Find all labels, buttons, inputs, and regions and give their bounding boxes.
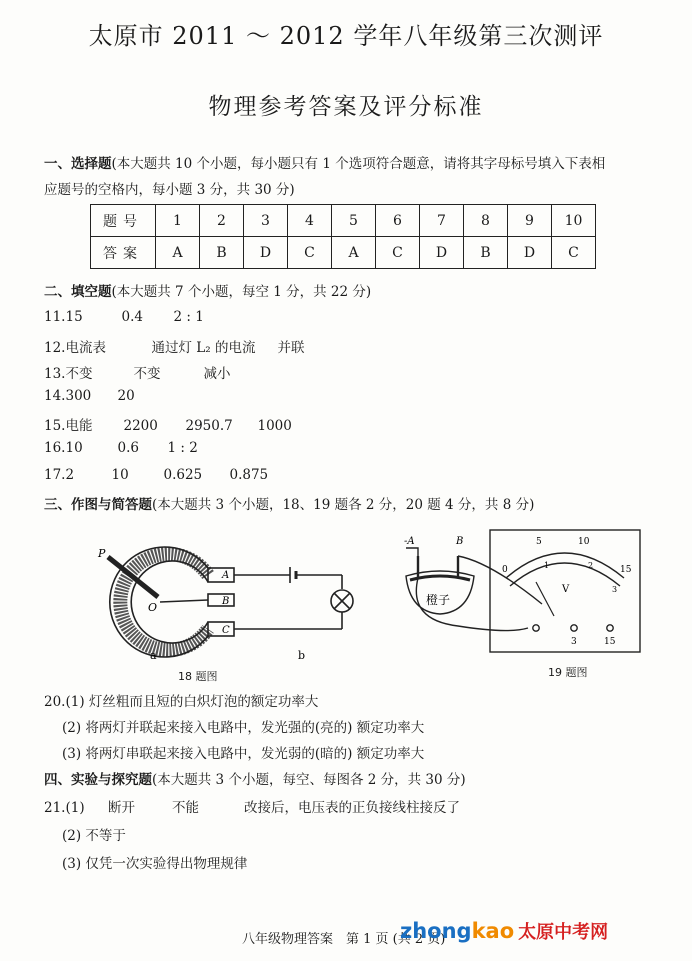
section3-desc: (本大题共 3 个小题，18、19 题各 2 分，20 题 4 分，共 8 分) xyxy=(152,497,535,513)
answer: 2950.7 xyxy=(185,418,233,434)
answer-line-16 xyxy=(44,440,198,456)
figure-19-caption: 19 题图 xyxy=(548,666,588,679)
fig18-label-b: b xyxy=(298,649,306,662)
q-number: 14. xyxy=(44,388,66,404)
table-cell: 6 xyxy=(376,205,420,237)
answer: 通过灯 L₂ 的电流 xyxy=(151,340,256,356)
answer: 不变 xyxy=(133,366,161,382)
fig18-label-a: a xyxy=(150,649,157,662)
table-cell: 5 xyxy=(332,205,376,237)
section1-heading: 一、选择题 xyxy=(44,156,112,172)
fig19-terminal-15: 15 xyxy=(604,637,616,647)
answer-table xyxy=(90,204,596,269)
fig19-label-A: -A xyxy=(404,536,415,547)
answer-line-11 xyxy=(44,309,204,325)
table-row xyxy=(91,205,596,237)
answer-line-14 xyxy=(44,388,135,404)
q-number: 13. xyxy=(44,366,66,382)
fig19-label-B: B xyxy=(456,536,464,547)
figure-19-diagram xyxy=(398,526,648,656)
logo-part-cn: 太原中考网 xyxy=(518,922,609,943)
table-cell: 9 xyxy=(508,205,552,237)
logo-part-zhong: zhong xyxy=(400,919,472,943)
section3-intro xyxy=(44,493,534,513)
table-row-label: 答案 xyxy=(91,237,156,269)
table-cell: D xyxy=(244,237,288,269)
answer: 不能 xyxy=(172,800,199,816)
answer: 1 : 2 xyxy=(167,440,198,456)
fig19-tick-2: 2 xyxy=(588,561,594,570)
q20-part3: (3) 将两灯串联起来接入电路中，发光弱的(暗的) 额定功率大 xyxy=(62,746,425,762)
fig19-tick-15: 15 xyxy=(620,565,632,575)
table-cell: 2 xyxy=(200,205,244,237)
fig19-tick-3: 3 xyxy=(612,585,618,594)
fig19-tick-10: 10 xyxy=(578,537,590,547)
answer: 15 xyxy=(65,309,83,325)
fig19-tick-5: 5 xyxy=(536,537,542,547)
fig19-label-orange: 橙子 xyxy=(426,593,451,607)
table-cell: 8 xyxy=(464,205,508,237)
answer-line-17 xyxy=(44,467,268,483)
answer: 改接后，电压表的正负接线柱接反了 xyxy=(244,800,460,816)
page-footer: 八年级物理答案 第 1 页 (共 2 页) xyxy=(242,932,446,947)
q-number: 15. xyxy=(44,418,66,434)
table-row-label: 题号 xyxy=(91,205,156,237)
table-row xyxy=(91,237,596,269)
fig19-label-V: V xyxy=(562,584,570,595)
answer: 0.6 xyxy=(117,440,139,456)
fig18-label-C: C xyxy=(222,625,230,636)
fig19-tick-0: 0 xyxy=(502,565,508,575)
fig18-label-O: O xyxy=(148,601,158,614)
section1-desc-b: 应题号的空格内，每小题 3 分，共 30 分) xyxy=(44,182,295,198)
section2-desc: (本大题共 7 个小题，每空 1 分，共 22 分) xyxy=(111,284,372,300)
answer: 2200 xyxy=(123,418,158,434)
section3-heading: 三、作图与简答题 xyxy=(44,497,152,513)
answer: 2 xyxy=(65,467,75,483)
fig18-label-A: A xyxy=(222,570,230,581)
fig19-terminal-3: 3 xyxy=(571,637,577,647)
table-cell: 1 xyxy=(156,205,200,237)
answer-line-12 xyxy=(44,336,304,356)
page-subtitle: 物理参考答案及评分标准 xyxy=(208,94,484,120)
answer: 减小 xyxy=(203,366,231,382)
answer: 电流表 xyxy=(65,340,106,356)
section2-heading: 二、填空题 xyxy=(44,284,112,300)
table-cell: A xyxy=(156,237,200,269)
table-cell: C xyxy=(376,237,420,269)
logo-part-kao: kao xyxy=(471,919,515,943)
answer: 断开 xyxy=(108,800,135,816)
answer: 电能 xyxy=(65,418,93,434)
fig18-label-B: B xyxy=(222,596,230,607)
table-cell: D xyxy=(508,237,552,269)
answer: 不变 xyxy=(65,366,93,382)
table-cell: 3 xyxy=(244,205,288,237)
q-number: 11. xyxy=(44,309,66,325)
section4-heading: 四、实验与探究题 xyxy=(44,772,152,788)
figure-18-diagram xyxy=(90,545,380,665)
section1-intro xyxy=(44,152,605,172)
figure-18-caption: 18 题图 xyxy=(178,670,218,683)
table-cell: B xyxy=(464,237,508,269)
section4-intro xyxy=(44,768,466,788)
q21-part1 xyxy=(44,796,460,816)
table-cell: 10 xyxy=(552,205,596,237)
answer-line-13 xyxy=(44,362,230,382)
q-number: 16. xyxy=(44,440,66,456)
answer: 2 : 1 xyxy=(173,309,204,325)
answer: 1000 xyxy=(257,418,292,434)
q21-part3: (3) 仅凭一次实验得出物理规律 xyxy=(62,856,248,872)
table-cell: C xyxy=(288,237,332,269)
answer: 并联 xyxy=(277,340,305,356)
table-cell: A xyxy=(332,237,376,269)
q-number: 12. xyxy=(44,340,66,356)
fig19-tick-1: 1 xyxy=(544,561,550,570)
table-cell: C xyxy=(552,237,596,269)
table-cell: 7 xyxy=(420,205,464,237)
q-number: 17. xyxy=(44,467,66,483)
section4-desc: (本大题共 3 个小题，每空、每图各 2 分，共 30 分) xyxy=(152,772,466,788)
answer: 10 xyxy=(65,440,83,456)
table-cell: 4 xyxy=(288,205,332,237)
table-cell: B xyxy=(200,237,244,269)
answer: 10 xyxy=(111,467,129,483)
answer: 0.625 xyxy=(163,467,203,483)
q20-part1: 20.(1) 灯丝粗而且短的白炽灯泡的额定功率大 xyxy=(44,694,319,710)
answer: 20 xyxy=(117,388,135,404)
section2-intro xyxy=(44,280,371,300)
fig18-label-P: P xyxy=(98,547,106,560)
q20-part2: (2) 将两灯并联起来接入电路中，发光强的(亮的) 额定功率大 xyxy=(62,720,425,736)
section1-desc-a: (本大题共 10 个小题，每小题只有 1 个选项符合题意，请将其字母标号填入下表相 xyxy=(111,156,606,172)
answer: 300 xyxy=(65,388,92,404)
q21-part2: (2) 不等于 xyxy=(62,828,126,844)
page-title: 太原市 2011 ～ 2012 学年八年级第三次测评 xyxy=(88,22,604,50)
site-logo xyxy=(400,918,608,944)
answer-line-15 xyxy=(44,414,292,434)
q-number: 21.(1) xyxy=(44,800,85,816)
answer: 0.4 xyxy=(121,309,143,325)
answer: 0.875 xyxy=(229,467,269,483)
table-cell: D xyxy=(420,237,464,269)
